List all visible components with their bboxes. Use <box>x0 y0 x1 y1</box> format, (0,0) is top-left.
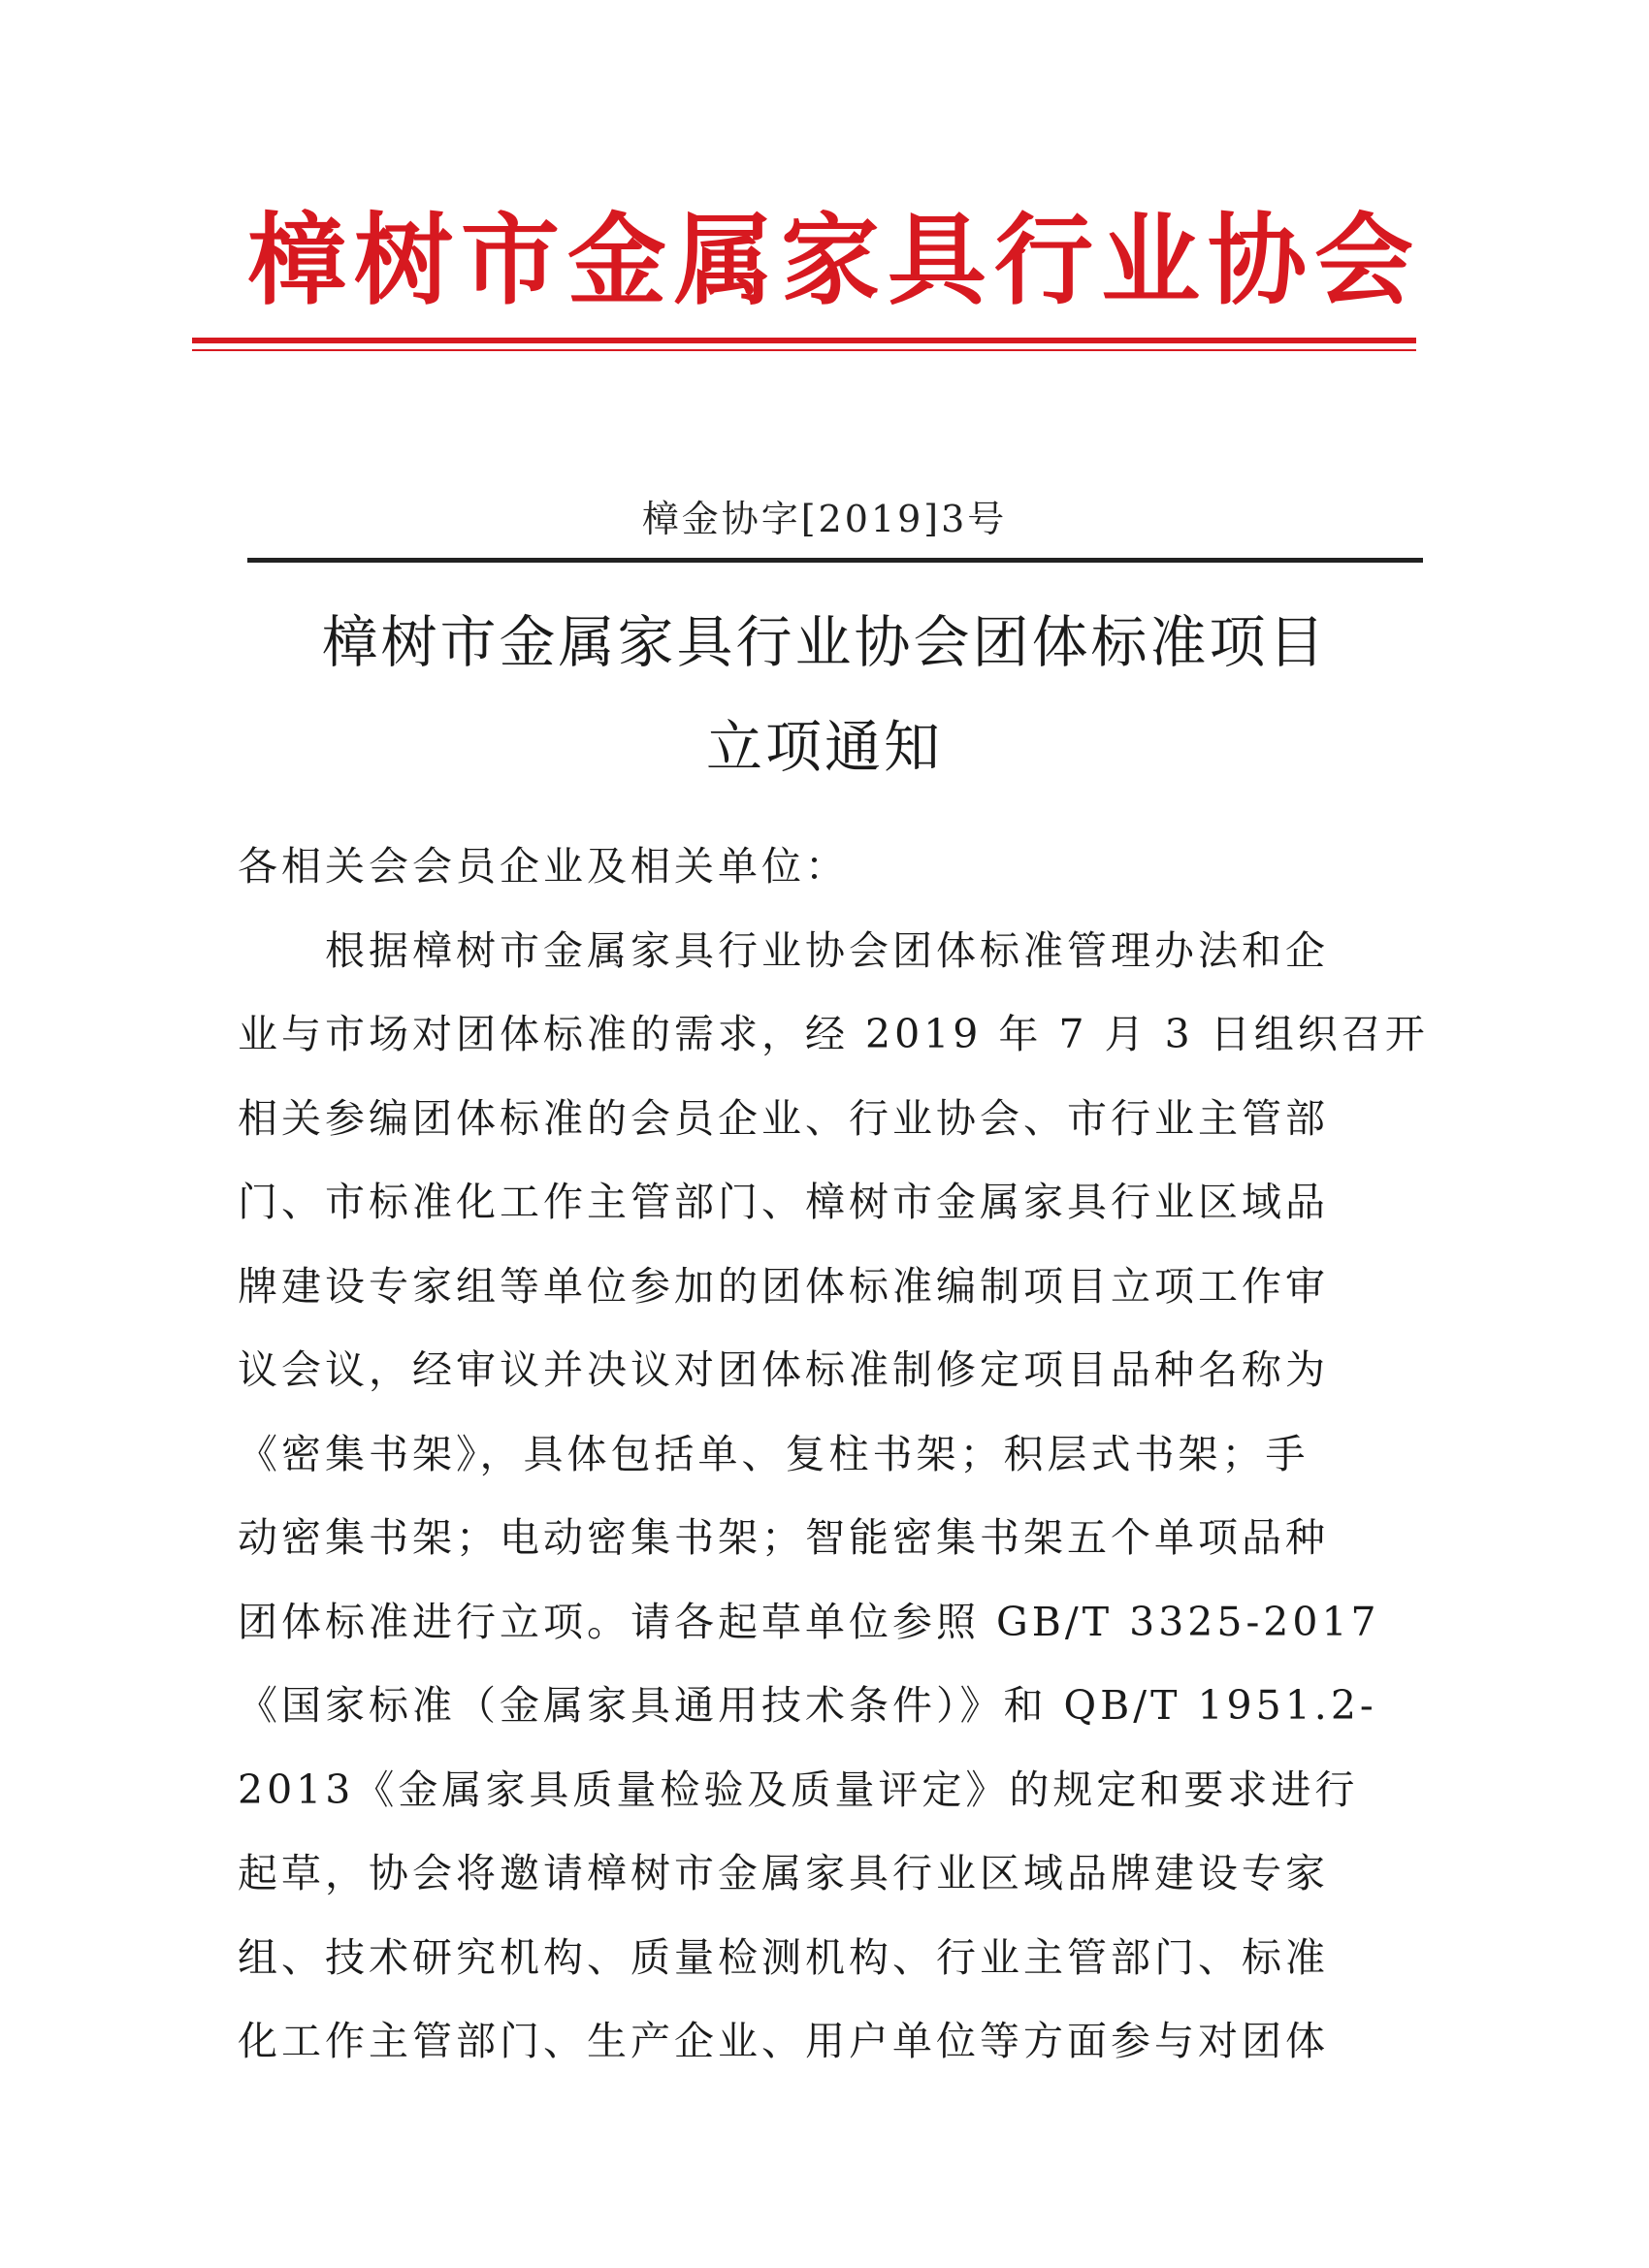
body-line: 团体标准进行立项。请各起草单位参照 GB/T 3325-2017 <box>238 1598 1380 1645</box>
red-divider-thick <box>192 338 1416 343</box>
body-line: 门、市标准化工作主管部门、樟树市金属家具行业区域品 <box>238 1179 1329 1225</box>
body-line: 化工作主管部门、生产企业、用户单位等方面参与对团体 <box>238 2018 1329 2064</box>
red-divider-thin <box>192 349 1416 351</box>
salutation: 各相关会会员企业及相关单位： <box>238 843 849 890</box>
body-line: 牌建设专家组等单位参加的团体标准编制项目立项工作审 <box>238 1262 1329 1310</box>
body-line: 业与市场对团体标准的需求，经 2019 年 7 月 3 日组织召开 <box>238 1011 1429 1057</box>
body-line: 2013《金属家具质量检验及质量评定》的规定和要求进行 <box>238 1766 1359 1813</box>
organization-header: 樟树市金属家具行业协会 <box>247 204 1421 319</box>
document-number: 樟金协字[2019]3号 <box>641 498 1008 540</box>
body-line: 组、技术研究机构、质量检测机构、行业主管部门、标准 <box>238 1933 1329 1981</box>
body-line: 起草，协会将邀请樟树市金属家具行业区域品牌建设专家 <box>238 1850 1329 1896</box>
body-line: 《国家标准（金属家具通用技术条件）》和 QB/T 1951.2- <box>238 1682 1377 1729</box>
black-divider <box>247 558 1423 563</box>
body-line: 相关参编团体标准的会员企业、行业协会、市行业主管部 <box>238 1094 1329 1142</box>
body-line: 《密集书架》，具体包括单、复柱书架；积层式书架；手 <box>238 1430 1310 1477</box>
notice-title-line-2: 立项通知 <box>705 714 943 780</box>
body-line: 议会议，经审议并决议对团体标准制修定项目品种名称为 <box>238 1346 1329 1393</box>
notice-title-line-1: 樟树市金属家具行业协会团体标准项目 <box>321 609 1328 675</box>
body-line: 动密集书架；电动密集书架；智能密集书架五个单项品种 <box>238 1514 1329 1561</box>
notice-body <box>238 825 1429 2084</box>
body-line: 根据樟树市金属家具行业协会团体标准管理办法和企 <box>325 926 1329 974</box>
